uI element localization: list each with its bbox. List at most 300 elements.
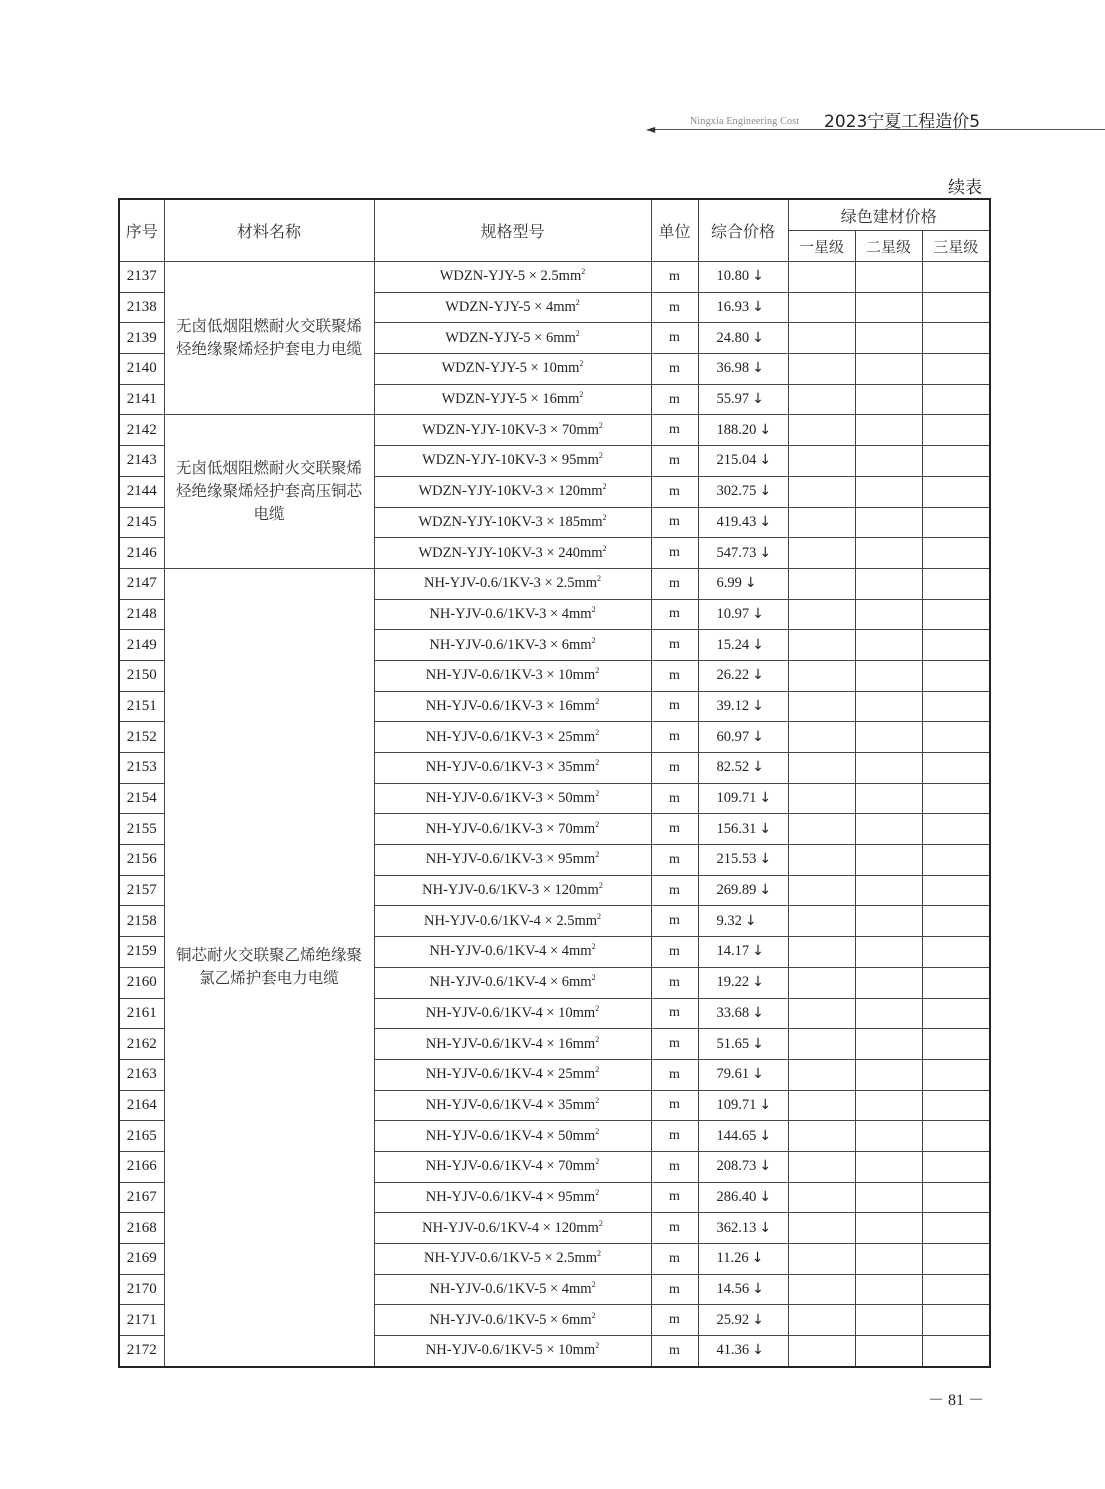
price-down-arrow-icon: ↓ xyxy=(752,1004,764,1021)
table-row xyxy=(119,568,990,599)
green-price-star3 xyxy=(922,630,990,661)
price-down-arrow-icon: ↓ xyxy=(759,483,772,500)
green-price-star1 xyxy=(788,1059,855,1090)
spec-superscript: 2 xyxy=(595,727,600,737)
row-number: 2141 xyxy=(119,384,164,415)
green-price-star3 xyxy=(922,722,990,753)
spec-superscript: 2 xyxy=(602,513,607,523)
spec-superscript: 2 xyxy=(591,1310,596,1320)
green-price-star2 xyxy=(855,1274,922,1305)
spec-model xyxy=(374,415,651,446)
column-header-price: 综合价格 xyxy=(698,199,788,262)
price-value: 419.43 xyxy=(716,513,757,530)
price-down-arrow-icon: ↓ xyxy=(751,1250,764,1267)
composite-price xyxy=(698,937,788,968)
unit: m xyxy=(651,1182,698,1213)
row-number: 2163 xyxy=(119,1059,164,1090)
green-price-star3 xyxy=(922,262,990,293)
green-price-star1 xyxy=(788,1182,855,1213)
price-value: 55.97 xyxy=(716,391,750,408)
price-value: 286.40 xyxy=(716,1188,757,1205)
spec-text: NH-YJV-0.6/1KV-4 × 4mm xyxy=(429,943,592,960)
green-price-star3 xyxy=(922,783,990,814)
green-price-star2 xyxy=(855,1029,922,1060)
price-down-arrow-icon: ↓ xyxy=(752,636,764,653)
spec-model xyxy=(374,630,651,661)
price-down-arrow-icon: ↓ xyxy=(759,452,772,469)
price-down-arrow-icon: ↓ xyxy=(759,882,772,899)
price-down-arrow-icon: ↓ xyxy=(759,1127,772,1144)
price-value: 79.61 xyxy=(716,1066,750,1083)
row-number: 2169 xyxy=(119,1244,164,1275)
price-down-arrow-icon: ↓ xyxy=(752,391,764,408)
green-price-star1 xyxy=(788,906,855,937)
unit: m xyxy=(651,476,698,507)
spec-superscript: 2 xyxy=(591,942,596,952)
unit: m xyxy=(651,1274,698,1305)
page-number: － 81 － xyxy=(928,1392,985,1409)
green-price-star3 xyxy=(922,568,990,599)
composite-price xyxy=(698,384,788,415)
row-number: 2168 xyxy=(119,1213,164,1244)
green-price-star3 xyxy=(922,538,990,569)
spec-model xyxy=(374,1274,651,1305)
price-value: 6.99 xyxy=(716,575,742,592)
spec-model xyxy=(374,292,651,323)
unit: m xyxy=(651,354,698,385)
green-price-star1 xyxy=(788,292,855,323)
composite-price xyxy=(698,783,788,814)
spec-superscript: 2 xyxy=(597,1249,602,1259)
spec-text: NH-YJV-0.6/1KV-5 × 2.5mm xyxy=(423,1250,598,1267)
composite-price xyxy=(698,1305,788,1336)
row-number: 2155 xyxy=(119,814,164,845)
price-value: 15.24 xyxy=(716,636,750,653)
green-price-star1 xyxy=(788,446,855,477)
spec-text: WDZN-YJY-10KV-3 × 240mm xyxy=(418,544,603,561)
composite-price xyxy=(698,292,788,323)
green-price-star3 xyxy=(922,660,990,691)
price-value: 156.31 xyxy=(716,820,757,837)
unit: m xyxy=(651,1121,698,1152)
price-value: 25.92 xyxy=(716,1311,750,1328)
row-number: 2139 xyxy=(119,323,164,354)
spec-text: NH-YJV-0.6/1KV-5 × 10mm xyxy=(425,1342,596,1359)
spec-text: NH-YJV-0.6/1KV-3 × 35mm xyxy=(425,759,596,776)
green-price-star2 xyxy=(855,1182,922,1213)
unit: m xyxy=(651,814,698,845)
table-row xyxy=(119,415,990,446)
spec-text: NH-YJV-0.6/1KV-3 × 70mm xyxy=(425,820,596,837)
row-number: 2161 xyxy=(119,998,164,1029)
composite-price xyxy=(698,1121,788,1152)
composite-price xyxy=(698,1182,788,1213)
unit: m xyxy=(651,1090,698,1121)
composite-price xyxy=(698,630,788,661)
spec-superscript: 2 xyxy=(591,973,596,983)
spec-superscript: 2 xyxy=(595,1126,600,1136)
spec-text: NH-YJV-0.6/1KV-3 × 2.5mm xyxy=(423,575,598,592)
spec-superscript: 2 xyxy=(595,850,600,860)
table-header xyxy=(119,199,990,262)
unit: m xyxy=(651,630,698,661)
price-value: 362.13 xyxy=(716,1219,757,1236)
spec-model xyxy=(374,875,651,906)
green-price-star1 xyxy=(788,1213,855,1244)
spec-text: NH-YJV-0.6/1KV-4 × 25mm xyxy=(425,1066,596,1083)
spec-model xyxy=(374,814,651,845)
price-value: 547.73 xyxy=(716,544,757,561)
composite-price xyxy=(698,415,788,446)
green-price-star1 xyxy=(788,568,855,599)
green-price-star3 xyxy=(922,1029,990,1060)
spec-model xyxy=(374,1121,651,1152)
composite-price xyxy=(698,568,788,599)
green-price-star3 xyxy=(922,937,990,968)
green-price-star1 xyxy=(788,1151,855,1182)
spec-model xyxy=(374,753,651,784)
green-price-star3 xyxy=(922,292,990,323)
green-price-star1 xyxy=(788,354,855,385)
spec-text: NH-YJV-0.6/1KV-3 × 6mm xyxy=(429,636,592,653)
spec-model xyxy=(374,354,651,385)
row-number: 2142 xyxy=(119,415,164,446)
price-value: 188.20 xyxy=(716,421,757,438)
unit: m xyxy=(651,568,698,599)
column-header-no: 序号 xyxy=(119,199,164,262)
green-price-star2 xyxy=(855,937,922,968)
spec-model xyxy=(374,967,651,998)
spec-superscript: 2 xyxy=(595,1188,600,1198)
green-price-star3 xyxy=(922,691,990,722)
price-value: 215.53 xyxy=(716,851,757,868)
price-down-arrow-icon: ↓ xyxy=(752,697,764,714)
spec-superscript: 2 xyxy=(579,359,584,369)
price-down-arrow-icon: ↓ xyxy=(752,299,764,316)
spec-text: NH-YJV-0.6/1KV-4 × 70mm xyxy=(425,1158,596,1175)
green-price-star1 xyxy=(788,630,855,661)
composite-price xyxy=(698,906,788,937)
row-number: 2172 xyxy=(119,1336,164,1367)
green-price-star2 xyxy=(855,1244,922,1275)
price-down-arrow-icon: ↓ xyxy=(752,605,764,622)
spec-model xyxy=(374,1059,651,1090)
spec-superscript: 2 xyxy=(595,666,600,676)
spec-model xyxy=(374,538,651,569)
row-number: 2158 xyxy=(119,906,164,937)
green-price-star3 xyxy=(922,354,990,385)
row-number: 2138 xyxy=(119,292,164,323)
green-price-star1 xyxy=(788,1305,855,1336)
spec-model xyxy=(374,1151,651,1182)
unit: m xyxy=(651,415,698,446)
composite-price xyxy=(698,1244,788,1275)
price-down-arrow-icon: ↓ xyxy=(744,575,757,592)
price-value: 41.36 xyxy=(716,1342,750,1359)
price-value: 208.73 xyxy=(716,1158,757,1175)
spec-superscript: 2 xyxy=(597,574,602,584)
unit: m xyxy=(651,998,698,1029)
spec-model xyxy=(374,660,651,691)
price-down-arrow-icon: ↓ xyxy=(752,667,764,684)
price-down-arrow-icon: ↓ xyxy=(759,820,772,837)
green-price-star1 xyxy=(788,1244,855,1275)
row-number: 2171 xyxy=(119,1305,164,1336)
green-price-star1 xyxy=(788,783,855,814)
spec-superscript: 2 xyxy=(602,482,607,492)
spec-text: NH-YJV-0.6/1KV-5 × 6mm xyxy=(429,1311,592,1328)
composite-price xyxy=(698,845,788,876)
column-header-spec: 规格型号 xyxy=(374,199,651,262)
green-price-star3 xyxy=(922,845,990,876)
price-down-arrow-icon: ↓ xyxy=(759,1096,772,1113)
price-down-arrow-icon: ↓ xyxy=(759,790,772,807)
row-number: 2145 xyxy=(119,507,164,538)
green-price-star3 xyxy=(922,1090,990,1121)
price-value: 215.04 xyxy=(716,452,757,469)
header-arrow-icon: ◄ xyxy=(646,122,656,136)
green-price-star1 xyxy=(788,845,855,876)
row-number: 2156 xyxy=(119,845,164,876)
spec-text: NH-YJV-0.6/1KV-4 × 6mm xyxy=(429,974,592,991)
green-price-star3 xyxy=(922,814,990,845)
row-number: 2157 xyxy=(119,875,164,906)
row-number: 2150 xyxy=(119,660,164,691)
spec-text: WDZN-YJY-5 × 10mm xyxy=(441,360,580,377)
unit: m xyxy=(651,262,698,293)
green-price-star3 xyxy=(922,967,990,998)
price-down-arrow-icon: ↓ xyxy=(752,1035,764,1052)
green-price-star2 xyxy=(855,1336,922,1367)
unit: m xyxy=(651,1059,698,1090)
unit: m xyxy=(651,599,698,630)
unit: m xyxy=(651,1305,698,1336)
green-price-star2 xyxy=(855,384,922,415)
composite-price xyxy=(698,998,788,1029)
price-down-arrow-icon: ↓ xyxy=(752,329,764,346)
green-price-star1 xyxy=(788,262,855,293)
green-price-star3 xyxy=(922,1244,990,1275)
spec-model xyxy=(374,507,651,538)
green-price-star1 xyxy=(788,753,855,784)
composite-price xyxy=(698,476,788,507)
column-header-star3: 三星级 xyxy=(922,231,990,262)
green-price-star3 xyxy=(922,1305,990,1336)
price-down-arrow-icon: ↓ xyxy=(752,974,764,991)
spec-model xyxy=(374,1090,651,1121)
composite-price xyxy=(698,1090,788,1121)
spec-superscript: 2 xyxy=(598,1218,603,1228)
spec-superscript: 2 xyxy=(595,697,600,707)
price-value: 36.98 xyxy=(716,360,750,377)
spec-superscript: 2 xyxy=(591,605,596,615)
green-price-star2 xyxy=(855,691,922,722)
material-name: 铜芯耐火交联聚乙烯绝缘聚氯乙烯护套电力电缆 xyxy=(164,568,374,1366)
spec-text: WDZN-YJY-10KV-3 × 70mm xyxy=(422,421,599,438)
spec-model xyxy=(374,446,651,477)
green-price-star2 xyxy=(855,538,922,569)
column-header-name: 材料名称 xyxy=(164,199,374,262)
row-number: 2149 xyxy=(119,630,164,661)
spec-model xyxy=(374,845,651,876)
price-value: 11.26 xyxy=(716,1250,749,1267)
price-down-arrow-icon: ↓ xyxy=(752,1311,764,1328)
green-price-star2 xyxy=(855,660,922,691)
green-price-star2 xyxy=(855,415,922,446)
green-price-star1 xyxy=(788,384,855,415)
row-number: 2164 xyxy=(119,1090,164,1121)
green-price-star2 xyxy=(855,875,922,906)
green-price-star2 xyxy=(855,446,922,477)
unit: m xyxy=(651,292,698,323)
green-price-star2 xyxy=(855,354,922,385)
spec-text: NH-YJV-0.6/1KV-3 × 25mm xyxy=(425,728,596,745)
unit: m xyxy=(651,446,698,477)
spec-superscript: 2 xyxy=(595,1065,600,1075)
price-down-arrow-icon: ↓ xyxy=(752,728,764,745)
green-price-star1 xyxy=(788,1029,855,1060)
price-value: 24.80 xyxy=(716,329,750,346)
green-price-star2 xyxy=(855,262,922,293)
spec-model xyxy=(374,1029,651,1060)
price-down-arrow-icon: ↓ xyxy=(759,851,772,868)
composite-price xyxy=(698,446,788,477)
row-number: 2170 xyxy=(119,1274,164,1305)
green-price-star3 xyxy=(922,599,990,630)
price-value: 26.22 xyxy=(716,667,750,684)
price-value: 269.89 xyxy=(716,882,757,899)
spec-text: WDZN-YJY-5 × 6mm xyxy=(445,329,576,346)
spec-superscript: 2 xyxy=(575,298,580,308)
green-price-star1 xyxy=(788,1274,855,1305)
green-price-star3 xyxy=(922,507,990,538)
green-price-star2 xyxy=(855,1121,922,1152)
spec-superscript: 2 xyxy=(591,1280,596,1290)
green-price-star2 xyxy=(855,507,922,538)
row-number: 2160 xyxy=(119,967,164,998)
green-price-star2 xyxy=(855,599,922,630)
spec-model xyxy=(374,937,651,968)
row-number: 2154 xyxy=(119,783,164,814)
price-down-arrow-icon: ↓ xyxy=(752,360,764,377)
spec-superscript: 2 xyxy=(602,543,607,553)
unit: m xyxy=(651,875,698,906)
green-price-star2 xyxy=(855,1305,922,1336)
price-value: 144.65 xyxy=(716,1127,757,1144)
continued-label: 续表 xyxy=(948,178,982,198)
spec-model xyxy=(374,1244,651,1275)
price-down-arrow-icon: ↓ xyxy=(752,1342,764,1359)
green-price-star2 xyxy=(855,906,922,937)
green-price-star3 xyxy=(922,998,990,1029)
spec-text: NH-YJV-0.6/1KV-3 × 4mm xyxy=(429,605,592,622)
unit: m xyxy=(651,384,698,415)
row-number: 2146 xyxy=(119,538,164,569)
spec-text: NH-YJV-0.6/1KV-4 × 50mm xyxy=(425,1127,596,1144)
green-price-star3 xyxy=(922,446,990,477)
spec-text: NH-YJV-0.6/1KV-4 × 10mm xyxy=(425,1004,596,1021)
green-price-star2 xyxy=(855,845,922,876)
spec-superscript: 2 xyxy=(595,758,600,768)
composite-price xyxy=(698,691,788,722)
spec-superscript: 2 xyxy=(598,420,603,430)
composite-price xyxy=(698,354,788,385)
price-value: 14.56 xyxy=(716,1281,750,1298)
composite-price xyxy=(698,967,788,998)
green-price-star2 xyxy=(855,1090,922,1121)
price-down-arrow-icon: ↓ xyxy=(759,1188,772,1205)
spec-text: WDZN-YJY-5 × 4mm xyxy=(445,299,576,316)
green-price-star3 xyxy=(922,415,990,446)
composite-price xyxy=(698,814,788,845)
price-value: 14.17 xyxy=(716,943,750,960)
composite-price xyxy=(698,599,788,630)
column-header-unit: 单位 xyxy=(651,199,698,262)
spec-model xyxy=(374,1336,651,1367)
price-value: 33.68 xyxy=(716,1004,750,1021)
green-price-star2 xyxy=(855,1151,922,1182)
green-price-star2 xyxy=(855,814,922,845)
green-price-star1 xyxy=(788,323,855,354)
unit: m xyxy=(651,722,698,753)
spec-superscript: 2 xyxy=(591,635,596,645)
spec-text: NH-YJV-0.6/1KV-4 × 35mm xyxy=(425,1096,596,1113)
green-price-star1 xyxy=(788,814,855,845)
green-price-star3 xyxy=(922,753,990,784)
green-price-star2 xyxy=(855,998,922,1029)
spec-superscript: 2 xyxy=(579,390,584,400)
unit: m xyxy=(651,967,698,998)
spec-model xyxy=(374,1213,651,1244)
price-value: 302.75 xyxy=(716,483,757,500)
row-number: 2152 xyxy=(119,722,164,753)
green-price-star1 xyxy=(788,722,855,753)
row-number: 2148 xyxy=(119,599,164,630)
green-price-star3 xyxy=(922,1151,990,1182)
spec-superscript: 2 xyxy=(581,267,586,277)
green-price-star3 xyxy=(922,1274,990,1305)
spec-text: WDZN-YJY-5 × 16mm xyxy=(441,391,580,408)
spec-superscript: 2 xyxy=(595,1004,600,1014)
green-price-star1 xyxy=(788,998,855,1029)
spec-text: WDZN-YJY-10KV-3 × 185mm xyxy=(418,513,603,530)
row-number: 2165 xyxy=(119,1121,164,1152)
material-price-table xyxy=(118,198,991,1368)
price-value: 10.80 xyxy=(716,268,750,285)
composite-price xyxy=(698,1274,788,1305)
green-price-star3 xyxy=(922,476,990,507)
green-price-star1 xyxy=(788,538,855,569)
spec-superscript: 2 xyxy=(595,1157,600,1167)
row-number: 2159 xyxy=(119,937,164,968)
journal-issue-title: 2023宁夏工程造价5 xyxy=(824,112,981,132)
green-price-star2 xyxy=(855,323,922,354)
green-price-star2 xyxy=(855,630,922,661)
column-header-star2: 二星级 xyxy=(855,231,922,262)
table-body xyxy=(119,262,990,1367)
green-price-star3 xyxy=(922,1059,990,1090)
composite-price xyxy=(698,1213,788,1244)
green-price-star1 xyxy=(788,691,855,722)
spec-text: WDZN-YJY-5 × 2.5mm xyxy=(439,268,582,285)
price-down-arrow-icon: ↓ xyxy=(759,421,772,438)
price-down-arrow-icon: ↓ xyxy=(752,268,764,285)
table-row xyxy=(119,262,990,293)
unit: m xyxy=(651,507,698,538)
green-price-star2 xyxy=(855,1059,922,1090)
material-name: 无卤低烟阻燃耐火交联聚烯烃绝缘聚烯烃护套高压铜芯电缆 xyxy=(164,415,374,568)
spec-model xyxy=(374,722,651,753)
